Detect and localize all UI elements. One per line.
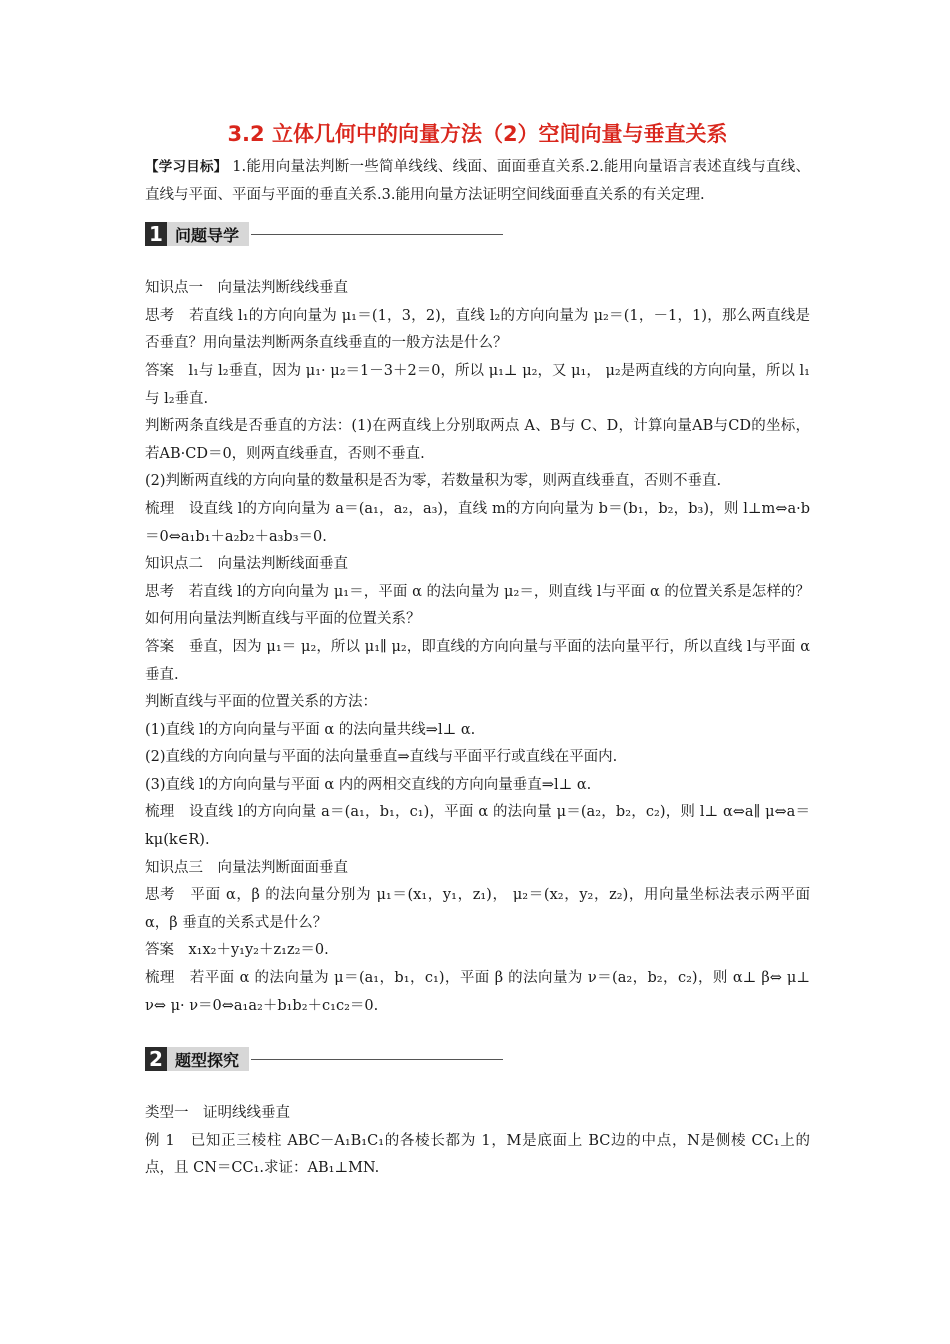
section-label: 题型探究 xyxy=(167,1047,249,1071)
summary-paragraph: 梳理 设直线 l的方向向量为 a＝(a₁，a₂，a₃)，直线 m的方向向量为 b＝(b₁，b₂，b₃)，则 l⊥m⇔a·b＝0⇔a₁b₁＋a₂b₂＋a₃b₃＝0. xyxy=(145,500,810,545)
think-paragraph: 思考 平面 α，β 的法向量分别为 μ₁＝(x₁，y₁，z₁)， μ₂＝(x₂，y₂，z₂)，用向量坐标法表示两平面 α，β 垂直的关系式是什么？ xyxy=(145,887,810,931)
document-page xyxy=(145,118,810,1183)
method-paragraph: (1)直线 l的方向向量与平面 α 的法向量共线⇒l⊥ α. xyxy=(145,721,476,738)
learning-goals-heading: 【学习目标】 xyxy=(145,159,228,175)
method-paragraph: (2)判断两直线的方向向量的数量积是否为零，若数量积为零，则两直线垂直，否则不垂直. xyxy=(145,473,722,490)
think-paragraph: 思考 若直线 l的方向向量为 μ₁＝，平面 α 的法向量为 μ₂＝，则直线 l与平面 α 的位置关系是怎样的？如何用向量法判断直线与平面的位置关系？ xyxy=(145,583,810,628)
summary-paragraph: 梳理 设直线 l的方向向量 a＝(a₁，b₁，c₁)，平面 α 的法向量 μ＝(a₂，b₂，c₂)，则 l⊥ α⇔a∥ μ⇔a＝kμ(k∈R). xyxy=(145,804,810,849)
example-paragraph: 例 1 已知正三棱柱 ABC－A₁B₁C₁的各棱长都为 1，M是底面上 BC边的中点，N是侧棱 CC₁上的点，且 CN＝CC₁.求证：AB₁⊥MN. xyxy=(145,1132,810,1177)
section-rule xyxy=(251,234,503,235)
summary-paragraph: 梳理 若平面 α 的法向量为 μ＝(a₁，b₁，c₁)，平面 β 的法向量为 ν＝(a₂，b₂，c₂)，则 α⊥ β⇔ μ⊥ ν⇔ μ· ν＝0⇔a₁a₂＋b₁b₂＋c₁c₂＝0. xyxy=(145,970,810,1014)
knowledge-point-heading: 知识点一 向量法判断线线垂直 xyxy=(145,280,348,297)
learning-goals-text: 1.能用向量法判断一些简单线线、线面、面面垂直关系.2.能用向量语言表述直线与直线、直线与平面、平面与平面的垂直关系.3.能用向量方法证明空间线面垂直关系的有关定理. xyxy=(145,159,811,203)
section-rule xyxy=(251,1059,503,1060)
type-heading: 类型一 证明线线垂直 xyxy=(145,1105,290,1122)
method-paragraph: 判断直线与平面的位置关系的方法： xyxy=(145,694,377,711)
section-2-body xyxy=(145,1100,810,1183)
answer-paragraph: 答案 l₁与 l₂垂直，因为 μ₁· μ₂＝1－3＋2＝0，所以 μ₁⊥ μ₂，又 μ₁， μ₂是两直线的方向向量，所以 l₁与 l₂垂直. xyxy=(145,362,810,407)
knowledge-point-heading: 知识点三 向量法判断面面垂直 xyxy=(145,859,348,876)
section-label: 问题导学 xyxy=(167,222,249,246)
learning-goals xyxy=(145,154,810,209)
section-number: 2 xyxy=(145,1047,167,1071)
method-paragraph: 判断两条直线是否垂直的方法：(1)在两直线上分别取两点 A、B与 C、D，计算向量AB与CD的坐标，若AB·CD＝0，则两直线垂直，否则不垂直. xyxy=(145,418,810,462)
section-1-body xyxy=(145,275,810,1020)
answer-paragraph: 答案 x₁x₂＋y₁y₂＋z₁z₂＝0. xyxy=(145,942,329,959)
method-paragraph: (2)直线的方向向量与平面的法向量垂直⇒直线与平面平行或直线在平面内. xyxy=(145,749,618,766)
page-title: 3.2 立体几何中的向量方法（2）空间向量与垂直关系 xyxy=(227,122,728,146)
section-header-2 xyxy=(145,1046,810,1072)
think-paragraph: 思考 若直线 l₁的方向向量为 μ₁＝(1，3，2)，直线 l₂的方向向量为 μ₂＝(1，－1，1)，那么两直线是否垂直？用向量法判断两条直线垂直的一般方法是什么？ xyxy=(145,307,810,352)
method-paragraph: (3)直线 l的方向向量与平面 α 内的两相交直线的方向向量垂直⇒l⊥ α. xyxy=(145,776,592,793)
section-header-1 xyxy=(145,221,810,247)
section-number: 1 xyxy=(145,222,167,246)
knowledge-point-heading: 知识点二 向量法判断线面垂直 xyxy=(145,556,348,573)
answer-paragraph: 答案 垂直，因为 μ₁＝ μ₂，所以 μ₁∥ μ₂，即直线的方向向量与平面的法向量平行，所以直线 l与平面 α 垂直. xyxy=(145,638,810,683)
